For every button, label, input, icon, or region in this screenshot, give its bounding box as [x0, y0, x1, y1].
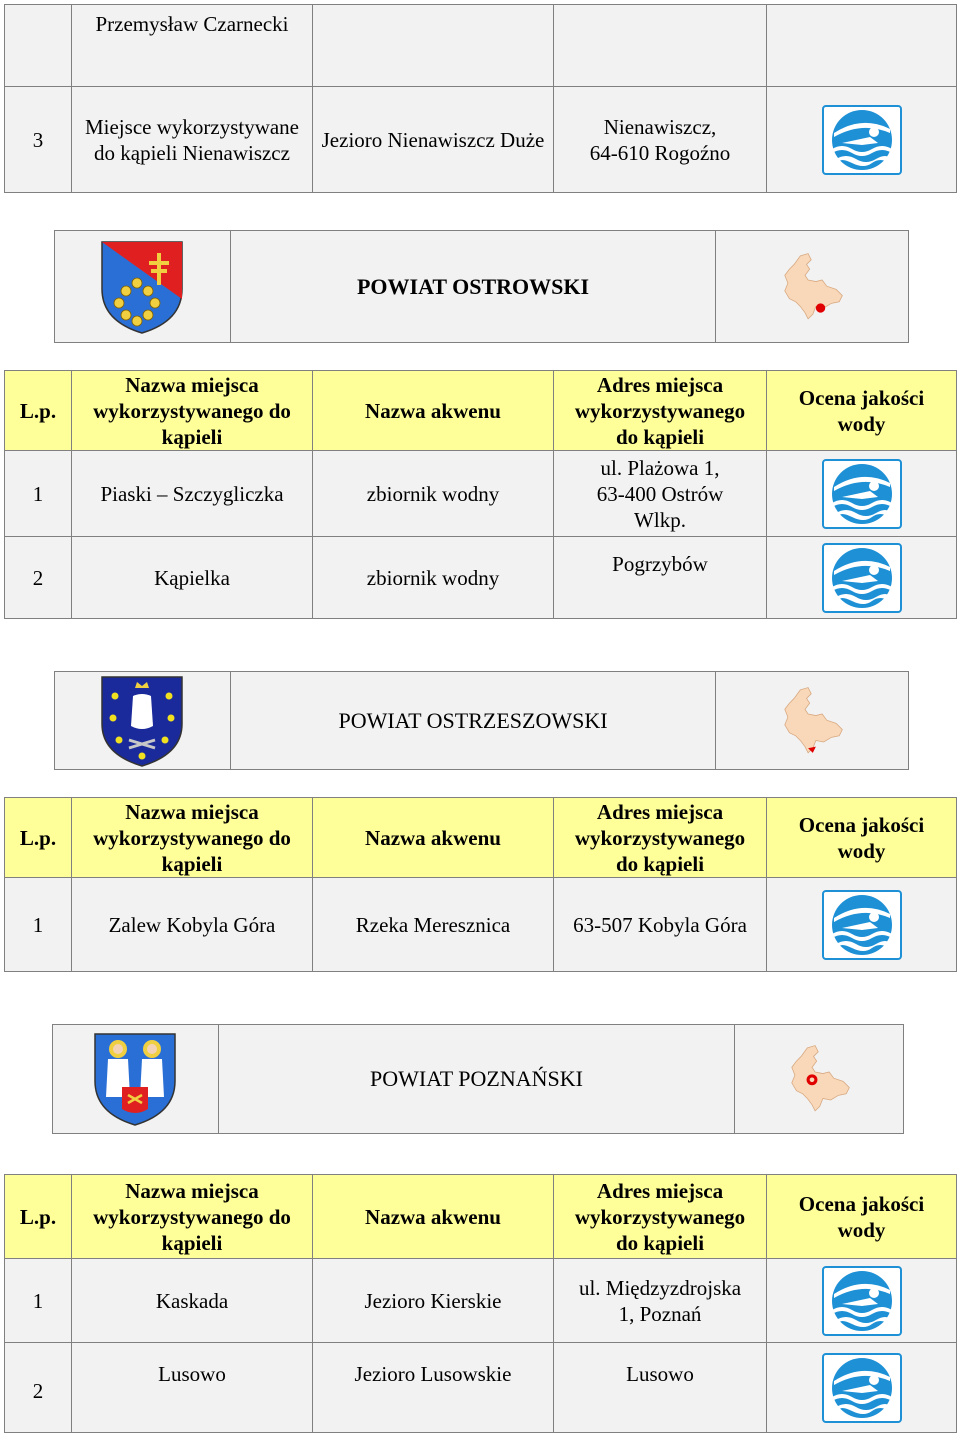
cell-nazwa: Lusowo — [72, 1343, 313, 1433]
swimmer-icon — [822, 890, 902, 960]
cell-ocena — [767, 537, 957, 619]
header-akwen: Nazwa akwenu — [313, 371, 554, 451]
crest-cell — [55, 672, 231, 769]
cell-lp: 1 — [5, 1259, 72, 1343]
table-top-continuation — [4, 4, 957, 193]
cell-nazwa: Piaski – Szczygliczka — [72, 451, 313, 537]
cell-nazwa: Kąpielka — [72, 537, 313, 619]
powiat-title: POWIAT OSTRZESZOWSKI — [338, 707, 608, 733]
table-header-row — [5, 798, 957, 878]
header-lp: L.p. — [5, 798, 72, 878]
cell-akwen: Rzeka Meresznica — [313, 878, 554, 972]
table-row — [5, 87, 957, 193]
region-map-icon — [777, 678, 847, 764]
cell-akwen: zbiornik wodny — [313, 451, 554, 537]
swimmer-icon — [822, 543, 902, 613]
region-map-icon — [784, 1036, 854, 1122]
map-cell — [716, 231, 908, 342]
table-header-row — [5, 371, 957, 451]
cell-adres: Lusowo — [554, 1343, 767, 1433]
header-nazwa: Nazwa miejsca wykorzystywanego do kąpieli — [72, 798, 313, 878]
header-ocena: Ocena jakości wody — [767, 798, 957, 878]
coat-of-arms-icon — [92, 1031, 178, 1127]
powiat-banner-ostrzeszowski — [54, 671, 909, 770]
region-map-icon — [777, 244, 847, 330]
cell-adres: 63-507 Kobyla Góra — [554, 878, 767, 972]
header-lp: L.p. — [5, 1175, 72, 1259]
cell-ocena — [767, 1343, 957, 1433]
cell-lp: 1 — [5, 451, 72, 537]
header-ocena: Ocena jakości wody — [767, 371, 957, 451]
powiat-title: POWIAT OSTROWSKI — [356, 273, 590, 299]
cell-ocena — [767, 87, 957, 193]
cell-nazwa: Zalew Kobyla Góra — [72, 878, 313, 972]
table-row — [5, 537, 957, 619]
coat-of-arms-icon — [99, 239, 185, 335]
cell-ocena — [767, 451, 957, 537]
table-header-row — [5, 1175, 957, 1259]
cell-lp: 2 — [5, 1343, 72, 1433]
table-ostrzeszowski — [4, 797, 957, 972]
swimmer-icon — [822, 459, 902, 529]
crest-cell — [55, 231, 231, 342]
cell-adres: ul. Plażowa 1, 63-400 Ostrów Wlkp. — [554, 451, 767, 537]
header-adres: Adres miejsca wykorzystywanego do kąpieli — [554, 798, 767, 878]
cell-lp: 2 — [5, 537, 72, 619]
crest-cell — [53, 1025, 219, 1133]
header-adres: Adres miejsca wykorzystywanego do kąpieli — [554, 371, 767, 451]
header-nazwa: Nazwa miejsca wykorzystywanego do kąpieli — [72, 1175, 313, 1259]
cell-akwen: Jezioro Nienawiszcz Duże — [313, 87, 554, 193]
swimmer-icon — [822, 105, 902, 175]
table-row — [5, 878, 957, 972]
header-lp: L.p. — [5, 371, 72, 451]
map-cell — [735, 1025, 903, 1133]
header-akwen: Nazwa akwenu — [313, 798, 554, 878]
swimmer-icon — [822, 1266, 902, 1336]
cell-adres: ul. Międzyzdrojska 1, Poznań — [554, 1259, 767, 1343]
cell-ocena — [767, 878, 957, 972]
table-row — [5, 451, 957, 537]
table-row — [5, 5, 957, 87]
coat-of-arms-icon — [99, 674, 185, 768]
person-name: Przemysław Czarnecki — [72, 5, 313, 87]
cell-ocena — [767, 1259, 957, 1343]
powiat-title: POWIAT POZNAŃSKI — [370, 1066, 583, 1091]
header-akwen: Nazwa akwenu — [313, 1175, 554, 1259]
powiat-banner-poznanski — [52, 1024, 904, 1134]
cell-lp: 1 — [5, 878, 72, 972]
header-nazwa: Nazwa miejsca wykorzystywanego do kąpieli — [72, 371, 313, 451]
cell-adres — [554, 87, 767, 193]
cell-akwen: zbiornik wodny — [313, 537, 554, 619]
cell-nazwa: Kaskada — [72, 1259, 313, 1343]
table-ostrowski — [4, 370, 957, 619]
adres-line: Nienawiszcz, — [603, 114, 717, 139]
cell-adres: Pogrzybów — [554, 537, 767, 619]
adres-line: 64-610 Rogoźno — [589, 140, 731, 165]
powiat-banner-ostrowski — [54, 230, 909, 343]
table-row — [5, 1343, 957, 1433]
cell-akwen: Jezioro Kierskie — [313, 1259, 554, 1343]
cell-nazwa: Miejsce wykorzystywane do kąpieli Nienawiszcz — [72, 87, 313, 193]
header-adres: Adres miejsca wykorzystywanego do kąpieli — [554, 1175, 767, 1259]
cell-lp: 3 — [5, 87, 72, 193]
cell-akwen: Jezioro Lusowskie — [313, 1343, 554, 1433]
swimmer-icon — [822, 1353, 902, 1423]
table-row — [5, 1259, 957, 1343]
table-poznanski — [4, 1174, 957, 1433]
map-cell — [716, 672, 908, 769]
header-ocena: Ocena jakości wody — [767, 1175, 957, 1259]
